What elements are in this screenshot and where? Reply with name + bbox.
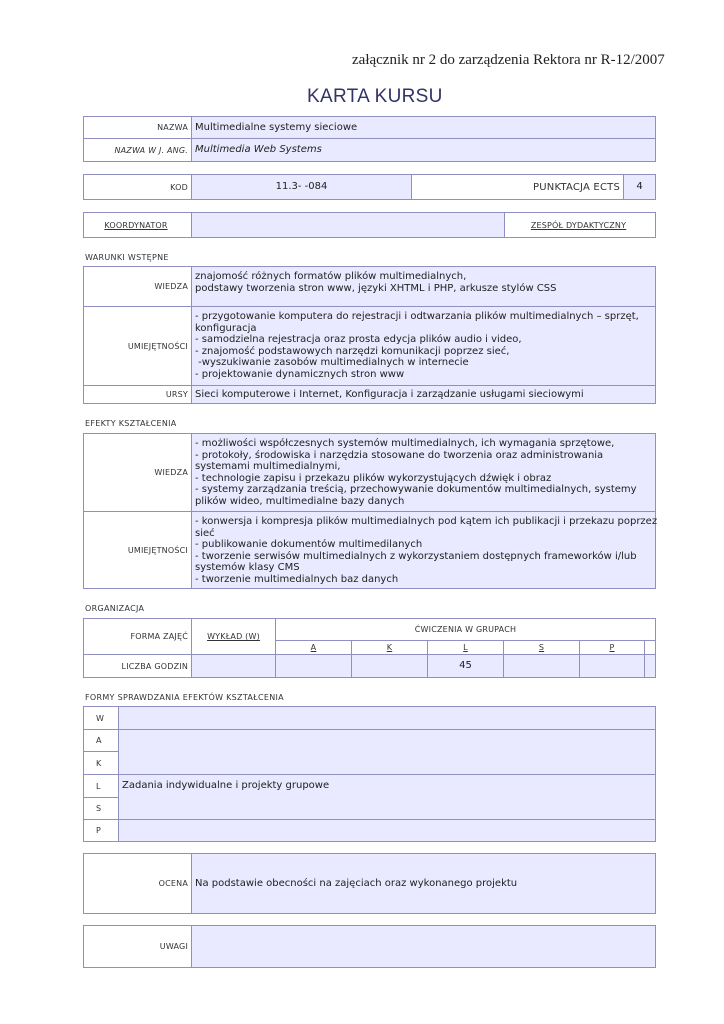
liczba-godzin-label: LICZBA GODZIN [83,654,192,678]
ects-label: PUNKTACJA ECTS [411,174,624,200]
formy-letter-k: K [83,751,119,775]
formy-letter-s: S [83,797,119,820]
group-header-k [351,640,428,655]
forma-zajec-label: FORMA ZAJĘĆ [83,618,192,655]
cwiczenia-label: ĆWICZENIA W GRUPACH [275,618,656,641]
warunki-umiejetnosci-value [191,306,656,386]
warunki-umiejetnosci-line: - znajomość podstawowych narzędzi komunikacji poprzez sieć, [195,345,510,357]
formy-section-title: FORMY SPRAWDZANIA EFEKTÓW KSZTAŁCENIA [85,693,284,702]
warunki-wiedza-line: podstawy tworzenia stron www, języki XHTML i PHP, arkusze stylów CSS [195,282,557,294]
warunki-umiejetnosci-line: - przygotowanie komputera do rejestracji i odtwarzania plików multimedialnych – sprzęt, [195,311,639,322]
group-header-l-text: L [463,643,468,652]
efekty-wiedza-line: - systemy zarządzania treścią, przechowywanie dokumentów multimedialnych, systemy [195,484,637,496]
efekty-umiejetnosci-line: - tworzenie multimedialnych baz danych [195,573,399,585]
hours-s [503,654,580,678]
warunki-wiedza-value [191,266,656,307]
uwagi-value [191,925,656,968]
ocena-value: Na podstawie obecności na zajęciach oraz wykonanego projektu [191,853,656,914]
warunki-umiejetnosci-label: UMIEJĘTNOŚCI [83,306,192,386]
efekty-wiedza-value [191,433,656,512]
group-header-a [275,640,352,655]
formy-letter-p: P [83,819,119,842]
nazwa-value: Multimedialne systemy sieciowe [191,116,656,139]
warunki-umiejetnosci-line: -wyszukiwanie zasobów multimedialnych w internecie [195,357,469,369]
zespol-label [504,212,656,238]
efekty-umiejetnosci-value [191,511,656,589]
efekty-umiejetnosci-label: UMIEJĘTNOŚCI [83,511,192,589]
group-header-s-text: S [538,643,545,652]
efekty-wiedza-line: - technologie zapisu i przekazu plików wykorzystujących dźwięk i obraz [195,472,552,484]
efekty-wiedza-label: WIEDZA [83,433,192,512]
header-note: załącznik nr 2 do zarządzenia Rektora nr R-12/2007 [352,52,665,68]
efekty-section-title: EFEKTY KSZTAŁCENIA [85,419,177,428]
wyklad-label-text: WYKŁAD (W) [207,632,260,641]
hours-a [275,654,352,678]
nazwa-ang-value: Multimedia Web Systems [191,138,656,162]
efekty-umiejetnosci-line: - tworzenie serwisów multimedialnych z wykorzystaniem dostępnych frameworków i/lub [195,550,637,562]
warunki-umiejetnosci-line: - samodzielna rejestracja oraz prosta edycja plików audio i video, [195,334,522,346]
group-header-k-text: K [386,643,393,652]
hours-k [351,654,428,678]
group-header-l [427,640,504,655]
koordynator-value [191,212,505,238]
page-title: KARTA KURSU [307,86,443,107]
warunki-wiedza-line: znajomość różnych formatów plików multimedialnych, [195,271,467,282]
kod-value: 11.3- -084 [191,174,412,200]
formy-value-ak [118,729,656,775]
group-header-p [579,640,645,655]
efekty-umiejetnosci-line: systemów klasy CMS [195,562,300,574]
group-header-extra [644,640,656,655]
efekty-wiedza-line: - możliwości współczesnych systemów multimedialnych, ich wymagania sprzętowe, [195,438,615,449]
efekty-umiejetnosci-line: - publikowanie dokumentów multimedilanych [195,539,423,551]
efekty-wiedza-line: - protokoły, środowiska i narzędzia stosowane do tworzenia oraz administrowania [195,449,604,461]
warunki-kursy-value: Sieci komputerowe i Internet, Konfiguracja i zarządzanie usługami sieciowymi [191,385,656,404]
warunki-kursy-label: URSY [83,385,192,404]
organizacja-section-title: ORGANIZACJA [85,604,145,613]
formy-letter-a: A [83,729,119,752]
wyklad-label [191,618,276,655]
warunki-section-title: WARUNKI WSTĘPNE [85,253,169,262]
hours-extra [644,654,656,678]
formy-value-w [118,706,656,730]
ects-value: 4 [623,174,656,200]
warunki-umiejetnosci-line: konfiguracja [195,322,257,334]
formy-letter-w: W [83,706,119,730]
efekty-wiedza-line: systemami multimedialnymi, [195,461,341,473]
efekty-wiedza-line: plików wideo, multimedialne bazy danych [195,495,405,507]
efekty-umiejetnosci-line: - konwersja i kompresja plików multimedialnych pod kątem ich publikacji i przekazu poprzez [195,516,658,527]
warunki-wiedza-label: WIEDZA [83,266,192,307]
koordynator-label-text: KOORDYNATOR [104,220,168,230]
group-header-s [503,640,580,655]
uwagi-label: UWAGI [83,925,192,968]
group-header-a-text: A [310,643,317,652]
nazwa-label: NAZWA [83,116,192,139]
formy-value-ls: Zadania indywidualne i projekty grupowe [118,774,656,820]
ocena-label: OCENA [83,853,192,914]
zespol-label-text: ZESPÓŁ DYDAKTYCZNY [530,220,627,230]
formy-value-p [118,819,656,842]
group-header-p-text: P [609,643,615,652]
warunki-umiejetnosci-line: - projektowanie dynamicznych stron www [195,368,405,380]
hours-l: 45 [427,654,504,678]
koordynator-label [83,212,192,238]
hours-p [579,654,645,678]
kod-label: KOD [83,174,192,200]
nazwa-ang-label: NAZWA W J. ANG. [83,138,192,162]
formy-letter-l: L [83,774,119,798]
hours-wyklad [191,654,276,678]
efekty-umiejetnosci-line: sieć [195,527,215,539]
